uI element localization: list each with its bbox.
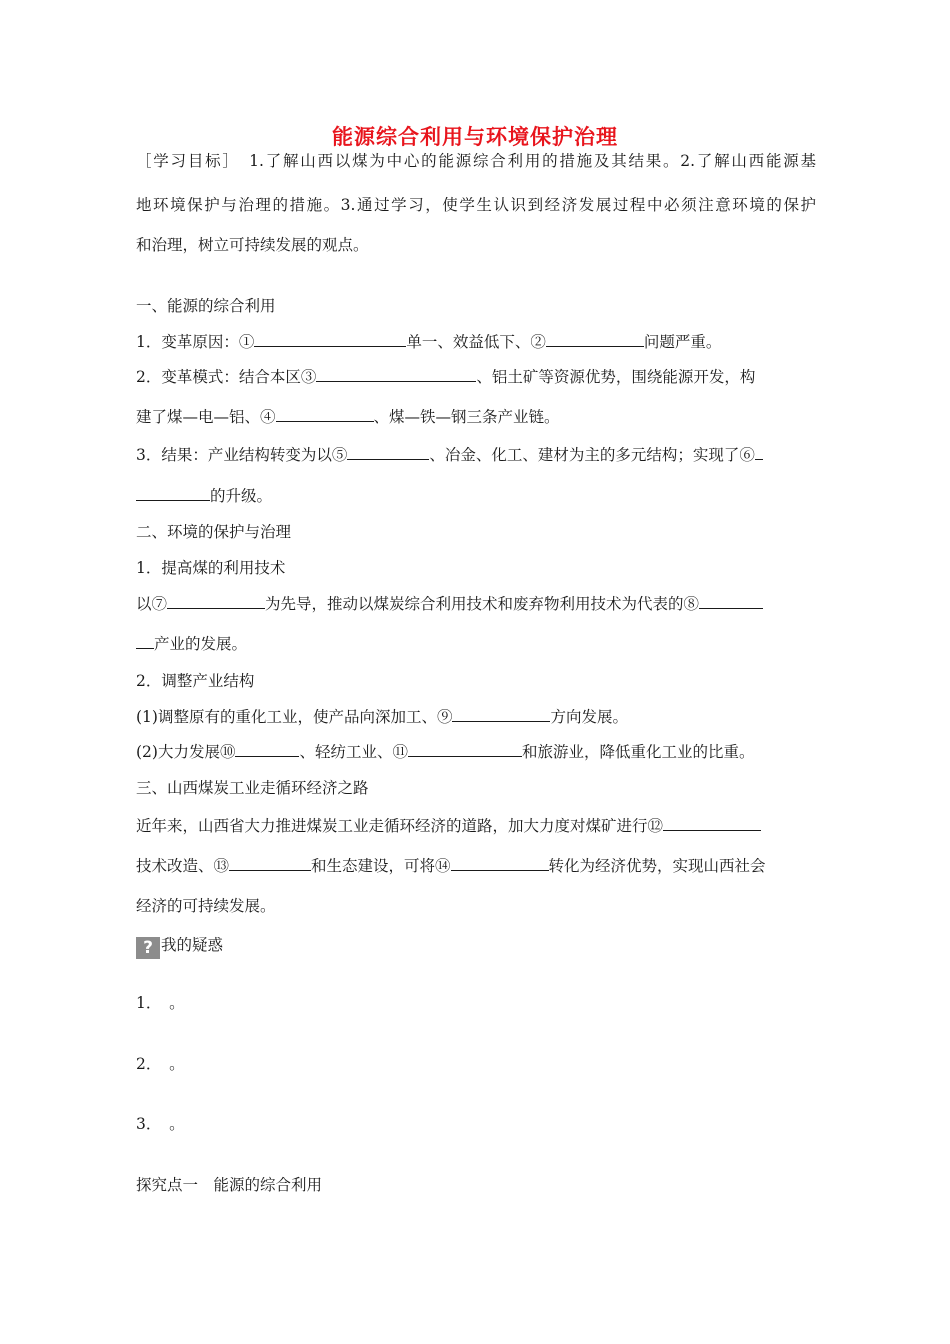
explore-heading: 探究点一 能源的综合利用 bbox=[136, 1176, 323, 1194]
objectives-line-2: 地环境保护与治理的措施。3.通过学习，使学生认识到经济发展过程中必须注意环境的保护 bbox=[136, 196, 816, 214]
section3-line2-c: 转化为经济优势，实现山西社会 bbox=[548, 857, 766, 875]
section2-heading: 二、环境的保护与治理 bbox=[136, 523, 292, 541]
section1-item1-a: 1．变革原因：① bbox=[136, 333, 255, 351]
blank-5 bbox=[347, 444, 429, 460]
section1-item2-line2 bbox=[136, 406, 816, 428]
doubt-item-1: 1． 。 bbox=[136, 994, 185, 1012]
section2-sub1-line1 bbox=[136, 593, 816, 615]
section3-line2 bbox=[136, 855, 816, 877]
question-mark-icon: ? bbox=[136, 937, 160, 959]
section2-sub1-b: 为先导，推动以煤炭综合利用技术和废弃物利用技术为代表的⑧ bbox=[265, 595, 700, 613]
blank-3 bbox=[316, 366, 476, 382]
section1-item2-c: 建了煤—电—铝、④ bbox=[136, 408, 276, 426]
section1-item3-line2 bbox=[136, 485, 816, 507]
section3-heading: 三、山西煤炭工业走循环经济之路 bbox=[136, 779, 369, 797]
blank-10 bbox=[235, 741, 299, 757]
blank-9 bbox=[452, 706, 550, 722]
blank-6b bbox=[136, 485, 210, 501]
section3-line3: 经济的可持续发展。 bbox=[136, 897, 276, 915]
section1-item3-c: 的升级。 bbox=[210, 487, 273, 505]
section3-line1-text: 近年来，山西省大力推进煤炭工业走循环经济的道路，加大力度对煤矿进行⑫ bbox=[136, 817, 664, 835]
blank-14 bbox=[451, 855, 549, 871]
section1-item2-b: 、铝土矿等资源优势，围绕能源开发，构 bbox=[476, 368, 756, 386]
doubt-item-2: 2． 。 bbox=[136, 1055, 185, 1073]
section1-item2-d: 、煤—铁—钢三条产业链。 bbox=[373, 408, 560, 426]
section2-sub1-c: 产业的发展。 bbox=[154, 635, 248, 653]
section2-p2 bbox=[136, 741, 816, 763]
page-title: 能源综合利用与环境保护治理 bbox=[332, 125, 618, 149]
section1-item3-a: 3．结果：产业结构转变为以⑤ bbox=[136, 446, 348, 464]
section1-item1-b: 单一、效益低下、② bbox=[406, 333, 546, 351]
section2-p2-b: 、轻纺工业、⑪ bbox=[299, 743, 408, 761]
blank-4 bbox=[276, 406, 374, 422]
objectives-line-3: 和治理，树立可持续发展的观点。 bbox=[136, 236, 369, 254]
section1-item1 bbox=[136, 331, 816, 353]
section1-heading: 一、能源的综合利用 bbox=[136, 297, 276, 315]
section2-p1-a: (1)调整原有的重化工业，使产品向深加工、⑨ bbox=[136, 708, 453, 726]
section3-line2-b: 和生态建设，可将⑭ bbox=[311, 857, 451, 875]
blank-6a bbox=[755, 444, 763, 460]
section1-item2-a: 2．变革模式：结合本区③ bbox=[136, 368, 317, 386]
section2-sub1-a: 以⑦ bbox=[136, 595, 168, 613]
section1-item2-line1 bbox=[136, 366, 816, 388]
section1-item1-c: 问题严重。 bbox=[643, 333, 722, 351]
objectives-line-1: ［学习目标］ 1.了解山西以煤为中心的能源综合利用的措施及其结果。2.了解山西能源基 bbox=[136, 152, 816, 170]
blank-2 bbox=[546, 331, 644, 347]
blank-8a bbox=[699, 593, 763, 609]
section2-p2-c: 和旅游业，降低重化工业的比重。 bbox=[521, 743, 755, 761]
blank-8b bbox=[136, 633, 154, 649]
blank-13 bbox=[229, 855, 311, 871]
section3-line1 bbox=[136, 815, 816, 837]
section2-sub1: 1．提高煤的利用技术 bbox=[136, 559, 286, 577]
doubt-item-3: 3． 。 bbox=[136, 1115, 185, 1133]
section3-line2-a: 技术改造、⑬ bbox=[136, 857, 230, 875]
blank-12 bbox=[663, 815, 761, 831]
section2-sub2: 2．调整产业结构 bbox=[136, 672, 255, 690]
section2-p1-b: 方向发展。 bbox=[550, 708, 628, 726]
blank-1 bbox=[254, 331, 406, 347]
section1-item3-b: 、冶金、化工、建材为主的多元结构；实现了⑥ bbox=[429, 446, 755, 464]
doubts-heading-row bbox=[136, 934, 816, 959]
section2-sub1-line2 bbox=[136, 633, 816, 655]
blank-11 bbox=[408, 741, 522, 757]
section2-p2-a: (2)大力发展⑩ bbox=[136, 743, 236, 761]
section1-item3-line1 bbox=[136, 444, 816, 466]
blank-7 bbox=[167, 593, 265, 609]
section2-p1 bbox=[136, 706, 816, 728]
doubts-heading: 我的疑惑 bbox=[161, 936, 224, 954]
